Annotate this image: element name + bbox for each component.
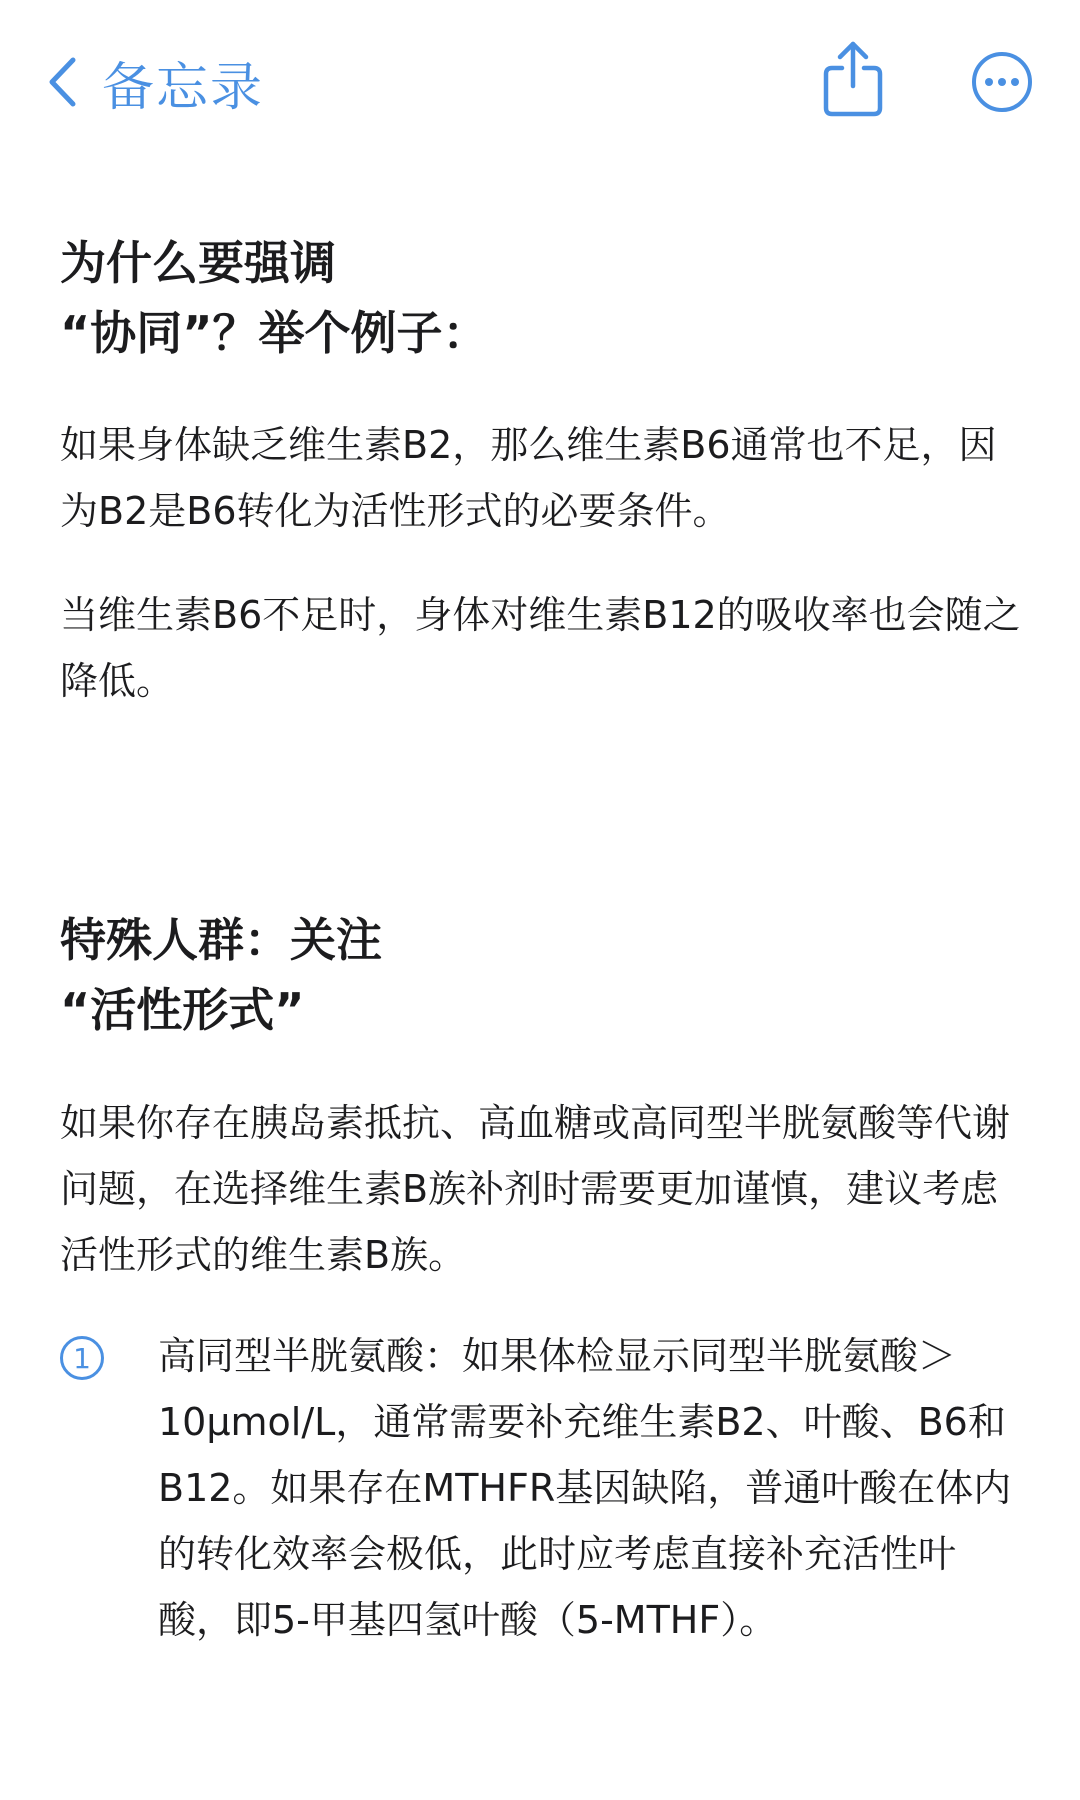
ellipsis-circle-icon [970, 99, 1034, 118]
section1-heading-line2: “协同”？举个例子： [60, 306, 489, 360]
section2-heading-line1: 特殊人群：关注 [60, 913, 382, 967]
section2-paragraph-1: 如果你存在胰岛素抵抗、高血糖或高同型半胱氨酸等代谢问题，在选择维生素B族补剂时需要更加谨慎，建议考虑活性形式的维生素B族。 [60, 1101, 1011, 1277]
section2-heading-line2: “活性形式” [60, 983, 305, 1037]
share-icon [818, 103, 888, 122]
more-options-button[interactable] [970, 50, 1034, 114]
section1-heading-line1: 为什么要强调 [60, 236, 336, 290]
navigation-bar [0, 0, 1080, 170]
back-button-label: 备忘录 [102, 57, 265, 118]
section1-paragraph-1: 如果身体缺乏维生素B2，那么维生素B6通常也不足，因为B2是B6转化为活性形式的必要条件。 [60, 423, 997, 533]
section1-paragraph-2: 当维生素B6不足时，身体对维生素B12的吸收率也会随之降低。 [60, 593, 1021, 703]
share-button[interactable] [818, 38, 888, 118]
back-button[interactable] [40, 42, 264, 122]
list-number-badge: 1 [60, 1336, 104, 1380]
chevron-left-icon [40, 52, 84, 112]
list-item: 高同型半胱氨酸：如果体检显示同型半胱氨酸＞10μmol/L，通常需要补充维生素B2、叶酸、B6和B12。如果存在MTHFR基因缺陷，普通叶酸在体内的转化效率会极低，此时应考虑直接补充活性叶酸，即5-甲基四氢叶酸（5-MTHF）。 [158, 1334, 1012, 1642]
